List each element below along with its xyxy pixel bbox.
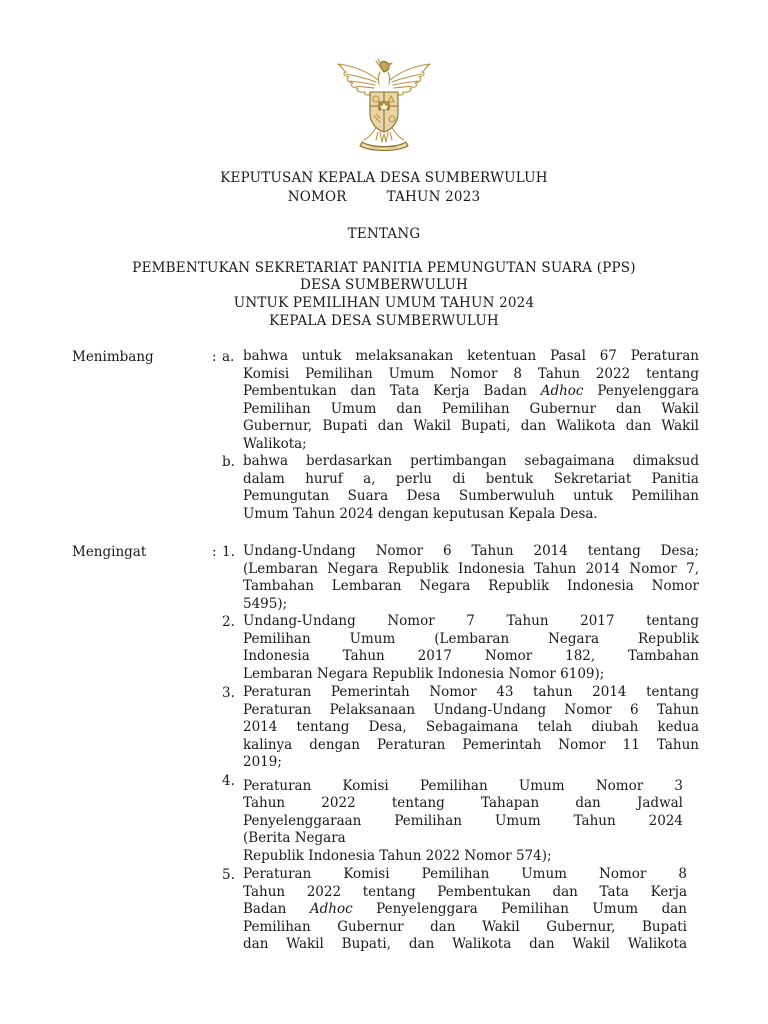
garuda-emblem-icon bbox=[332, 58, 436, 158]
italic-term: Adhoc bbox=[309, 901, 353, 918]
italic-term: Adhoc bbox=[540, 383, 584, 400]
text-line: Tahun 2022 tentang Tahapan dan Jadwal bbox=[243, 795, 683, 812]
text-line: Tahun 2022 tentang Pembentukan dan Tata Kerja bbox=[243, 883, 687, 900]
tentang-heading: TENTANG bbox=[347, 226, 421, 242]
text-line: bahwa berdasarkan pertimbangan sebagaimana dimaksud bbox=[243, 453, 699, 469]
menimbang-label: Menimbang bbox=[72, 349, 154, 365]
text-line: Pemilihan Umum dan Pemilihan Gubernur dan Wakil bbox=[243, 400, 699, 417]
tahun-label: TAHUN 2023 bbox=[386, 189, 481, 205]
mengingat-label: Mengingat bbox=[72, 544, 147, 560]
mengingat-item-2 bbox=[243, 613, 699, 683]
text-line: Gubernur, Bupati dan Wakil Bupati, dan Walikota dan Wakil bbox=[243, 418, 699, 435]
mengingat-marker-4: 4. bbox=[222, 773, 235, 789]
menimbang-marker-a: a. bbox=[222, 349, 235, 365]
mengingat-marker-5: 5. bbox=[222, 867, 235, 883]
text-line: Peraturan Komisi Pemilihan Umum Nomor 3 bbox=[243, 778, 683, 794]
text-line bbox=[243, 901, 687, 919]
text-line: 5495); bbox=[243, 595, 288, 612]
mengingat-item-3 bbox=[243, 684, 699, 772]
mengingat-item-1 bbox=[243, 543, 699, 613]
text-line: Undang-Undang Nomor 7 Tahun 2017 tentang bbox=[243, 613, 699, 629]
text-line: Umum Tahun 2024 dengan keputusan Kepala Desa. bbox=[243, 505, 598, 522]
menimbang-item-a bbox=[243, 348, 699, 454]
text-line: Republik Indonesia Tahun 2022 Nomor 574); bbox=[243, 847, 552, 864]
mengingat-marker-2: 2. bbox=[222, 614, 235, 630]
text-line: dalam huruf a, perlu di bentuk Sekretariat Panitia bbox=[243, 470, 699, 487]
text-segment: Penyelenggara bbox=[583, 383, 700, 400]
text-line: Walikota; bbox=[243, 435, 307, 452]
text-line: kalinya dengan Peraturan Pemerintah Nomor 11 Tahun bbox=[243, 736, 699, 753]
text-line: Komisi Pemilihan Umum Nomor 8 Tahun 2022 tentang bbox=[243, 365, 699, 382]
text-line: Pemilihan Gubernur dan Wakil Gubernur, Bupati bbox=[243, 918, 687, 935]
menimbang-item-b bbox=[243, 453, 699, 523]
text-line: 2014 tentang Desa, Sebagaimana telah diubah kedua bbox=[243, 719, 699, 736]
decree-number-line bbox=[0, 189, 768, 205]
text-line: Peraturan Pelaksanaan Undang-Undang Nomor 6 Tahun bbox=[243, 701, 699, 718]
text-segment: Badan bbox=[243, 901, 310, 918]
text-line: Peraturan Komisi Pemilihan Umum Nomor 8 bbox=[243, 866, 687, 882]
decree-title: KEPUTUSAN KEPALA DESA SUMBERWULUH bbox=[220, 170, 548, 186]
text-line: Indonesia Tahun 2017 Nomor 182, Tambahan bbox=[243, 648, 699, 665]
menimbang-marker-b: b. bbox=[222, 454, 235, 470]
text-line: Undang-Undang Nomor 6 Tahun 2014 tentang Desa; bbox=[243, 543, 699, 559]
text-line: 2019; bbox=[243, 754, 282, 771]
text-segment: Pembentukan dan Tata Kerja Badan bbox=[243, 383, 541, 400]
nomor-label: NOMOR bbox=[287, 189, 347, 205]
text-line: Penyelenggaraan Pemilihan Umum Tahun 2024 bbox=[243, 812, 683, 829]
subject-line-4: KEPALA DESA SUMBERWULUH bbox=[269, 313, 499, 329]
menimbang-colon: : bbox=[212, 349, 217, 365]
mengingat-marker-1: 1. bbox=[222, 544, 235, 560]
mengingat-marker-3: 3. bbox=[222, 685, 235, 701]
text-line: (Lembaran Negara Republik Indonesia Tahun 2014 Nomor 7, bbox=[243, 560, 699, 577]
text-line: (Berita Negara bbox=[243, 830, 346, 847]
text-line: Pemungutan Suara Desa Sumberwuluh untuk Pemilihan bbox=[243, 488, 699, 505]
text-line: Lembaran Negara Republik Indonesia Nomor 6109); bbox=[243, 665, 605, 682]
mengingat-item-5 bbox=[243, 866, 687, 954]
subject-line-1: PEMBENTUKAN SEKRETARIAT PANITIA PEMUNGUTAN SUARA (PPS) bbox=[132, 260, 636, 276]
text-line: Peraturan Pemerintah Nomor 43 tahun 2014 tentang bbox=[243, 684, 699, 700]
subject-line-2: DESA SUMBERWULUH bbox=[300, 277, 468, 293]
subject-line-3: UNTUK PEMILIHAN UMUM TAHUN 2024 bbox=[233, 295, 535, 311]
text-line: dan Wakil Bupati, dan Walikota dan Wakil Walikota bbox=[243, 936, 687, 953]
text-line: Tambahan Lembaran Negara Republik Indonesia Nomor bbox=[243, 578, 699, 595]
mengingat-item-4 bbox=[243, 778, 683, 865]
text-line: bahwa untuk melaksanakan ketentuan Pasal 67 Peraturan bbox=[243, 348, 699, 364]
text-line: Pemilihan Umum (Lembaran Negara Republik bbox=[243, 630, 699, 647]
text-segment: Penyelenggara Pemilihan Umum dan bbox=[352, 901, 687, 918]
text-line bbox=[243, 383, 699, 401]
mengingat-colon: : bbox=[212, 544, 217, 560]
